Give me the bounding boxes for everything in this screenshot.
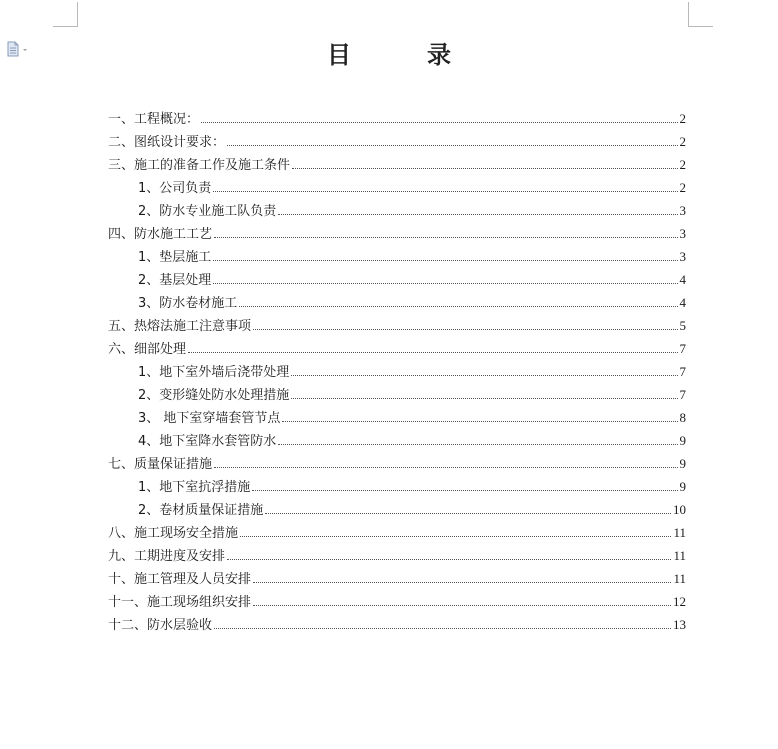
toc-dot-leader: [278, 214, 677, 215]
toc-entry-title[interactable]: 三、施工的准备工作及施工条件: [108, 158, 291, 173]
toc-dot-leader: [188, 352, 677, 353]
toc-page-number[interactable]: 3: [679, 226, 686, 241]
toc-entry-title[interactable]: 十、施工管理及人员安排: [108, 572, 252, 587]
toc-entry[interactable]: [108, 176, 686, 199]
toc-entry[interactable]: [108, 613, 686, 636]
toc-entry[interactable]: [108, 268, 686, 291]
toc-entry-title[interactable]: 二、图纸设计要求：: [108, 135, 226, 150]
toc-entry-title[interactable]: 3、防水卷材施工: [138, 296, 238, 311]
toc-entry[interactable]: [108, 590, 686, 613]
toc-page-number[interactable]: 11: [673, 525, 686, 540]
toc-entry-title[interactable]: 2、卷材质量保证措施: [138, 503, 264, 518]
page-title: 目 录: [327, 40, 477, 69]
toc-entry-title[interactable]: 七、质量保证措施: [108, 457, 213, 472]
toc-page-number[interactable]: 4: [679, 295, 686, 310]
toc-page-number[interactable]: 3: [679, 249, 686, 264]
page-corner-mark-top-left: [53, 2, 78, 27]
toc-dot-leader: [253, 329, 677, 330]
toc-entry-title[interactable]: 4、地下室降水套管防水: [138, 434, 277, 449]
toc-dot-leader: [227, 145, 677, 146]
toc-page-number[interactable]: 11: [673, 571, 686, 586]
toc-entry-title[interactable]: 一、工程概况：: [108, 112, 200, 127]
toc-entry-title[interactable]: 八、施工现场安全措施: [108, 526, 239, 541]
toc-dot-leader: [214, 467, 677, 468]
toc-page-number[interactable]: 2: [679, 111, 686, 126]
toc-page-number[interactable]: 9: [679, 456, 686, 471]
toc-entry-title[interactable]: 3、 地下室穿墙套管节点: [138, 411, 281, 426]
toc-page-number[interactable]: 13: [673, 617, 686, 632]
toc-page-number[interactable]: 8: [679, 410, 686, 425]
toc-entry[interactable]: [108, 199, 686, 222]
toc-dot-leader: [201, 122, 677, 123]
toc-page-number[interactable]: 5: [679, 318, 686, 333]
toc-page-number[interactable]: 2: [679, 157, 686, 172]
toc-dot-leader: [253, 605, 671, 606]
toc-entry[interactable]: [108, 314, 686, 337]
table-of-contents: [108, 107, 686, 636]
toc-dot-leader: [227, 559, 671, 560]
toc-entry-title[interactable]: 五、热熔法施工注意事项: [108, 319, 252, 334]
toc-dot-leader: [253, 582, 671, 583]
toc-dot-leader: [239, 306, 677, 307]
toc-entry[interactable]: [108, 383, 686, 406]
toc-entry-title[interactable]: 2、变形缝处防水处理措施: [138, 388, 290, 403]
toc-entry[interactable]: [108, 360, 686, 383]
toc-page-number[interactable]: 3: [679, 203, 686, 218]
toc-entry-title[interactable]: 十一、施工现场组织安排: [108, 595, 252, 610]
page-corner-mark-top-right: [688, 2, 713, 27]
toc-dot-leader: [278, 444, 677, 445]
toc-page-number[interactable]: 2: [679, 180, 686, 195]
toc-entry[interactable]: [108, 291, 686, 314]
toc-page-number[interactable]: 2: [679, 134, 686, 149]
toc-entry[interactable]: [108, 567, 686, 590]
toc-page-number[interactable]: 7: [679, 387, 686, 402]
toc-entry[interactable]: [108, 337, 686, 360]
toc-entry[interactable]: [108, 498, 686, 521]
toc-dot-leader: [213, 191, 677, 192]
toc-entry-title[interactable]: 2、防水专业施工队负责: [138, 204, 277, 219]
toc-entry[interactable]: [108, 153, 686, 176]
toc-page-number[interactable]: 9: [679, 433, 686, 448]
toc-dot-leader: [213, 260, 677, 261]
toc-entry-title[interactable]: 1、地下室抗浮措施: [138, 480, 251, 495]
toc-entry[interactable]: [108, 222, 686, 245]
toc-dot-leader: [252, 490, 677, 491]
toc-dot-leader: [265, 513, 671, 514]
toc-page-number[interactable]: 7: [679, 341, 686, 356]
toc-dot-leader: [213, 283, 677, 284]
toc-dot-leader: [291, 375, 677, 376]
toc-entry-title[interactable]: 1、垫层施工: [138, 250, 212, 265]
toc-dot-leader: [291, 398, 677, 399]
toc-dot-leader: [214, 628, 671, 629]
toc-entry[interactable]: [108, 521, 686, 544]
toc-page-number[interactable]: 12: [673, 594, 686, 609]
toc-dot-leader: [240, 536, 671, 537]
toc-entry[interactable]: [108, 544, 686, 567]
toc-dot-leader: [292, 168, 677, 169]
toc-page-number[interactable]: 4: [679, 272, 686, 287]
toc-page-number[interactable]: 10: [673, 502, 686, 517]
toc-entry-title[interactable]: 六、细部处理: [108, 342, 187, 357]
toc-entry-title[interactable]: 1、公司负责: [138, 181, 212, 196]
toc-entry-title[interactable]: 1、地下室外墙后浇带处理: [138, 365, 290, 380]
toc-entry[interactable]: [108, 475, 686, 498]
toc-entry[interactable]: [108, 107, 686, 130]
toc-entry-title[interactable]: 十二、防水层验收: [108, 618, 213, 633]
toc-entry[interactable]: [108, 452, 686, 475]
toc-entry-title[interactable]: 2、基层处理: [138, 273, 212, 288]
toc-entry[interactable]: [108, 130, 686, 153]
toc-page-number[interactable]: 7: [679, 364, 686, 379]
toc-entry-title[interactable]: 四、防水施工工艺: [108, 227, 213, 242]
toc-entry[interactable]: [108, 245, 686, 268]
toc-entry[interactable]: [108, 406, 686, 429]
toc-entry-title[interactable]: 九、工期进度及安排: [108, 549, 226, 564]
toc-dot-leader: [282, 421, 677, 422]
toc-entry[interactable]: [108, 429, 686, 452]
toc-dot-leader: [214, 237, 677, 238]
toc-page-number[interactable]: 11: [673, 548, 686, 563]
toc-page-number[interactable]: 9: [679, 479, 686, 494]
